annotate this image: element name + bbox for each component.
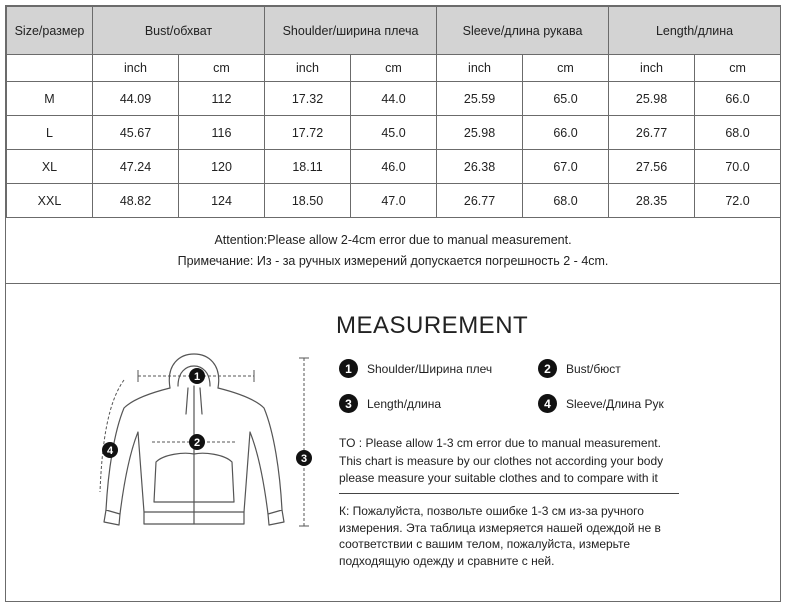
value-cell: 44.09 <box>93 82 179 116</box>
value-cell: 45.0 <box>351 116 437 150</box>
header-shoulder: Shoulder/ширина плеча <box>265 7 437 55</box>
table-row <box>7 150 781 184</box>
value-cell: 65.0 <box>523 82 609 116</box>
unit-cell: inch <box>265 55 351 82</box>
units-row <box>7 55 781 82</box>
size-cell: XL <box>7 150 93 184</box>
value-cell: 66.0 <box>695 82 781 116</box>
header-size: Size/размер <box>7 7 93 55</box>
english-line: please measure your suitable clothes and to compare with it <box>339 471 658 485</box>
russian-line: К: Пожалуйста, позвольте ошибке 1-3 см из-за ручного <box>339 504 644 518</box>
value-cell: 67.0 <box>523 150 609 184</box>
note-russian: Примечание: Из - за ручных измерений допускается погрешность 2 - 4cm. <box>177 254 609 268</box>
header-length: Length/длина <box>609 7 781 55</box>
number-2-icon: 2 <box>538 359 557 378</box>
legend-bust <box>538 359 621 378</box>
english-line: This chart is measure by our clothes not according your body <box>339 453 664 468</box>
unit-cell: cm <box>179 55 265 82</box>
size-chart-frame <box>5 5 781 602</box>
value-cell: 17.32 <box>265 82 351 116</box>
notes-section <box>6 216 780 284</box>
unit-cell: cm <box>695 55 781 82</box>
size-table <box>6 6 781 218</box>
unit-cell: inch <box>93 55 179 82</box>
english-line: TO : Please allow 1-3 cm error due to manual measurement. <box>339 436 661 450</box>
russian-line: подходящую одежду и сравните с ней. <box>339 553 555 568</box>
value-cell: 26.77 <box>609 116 695 150</box>
marker-2 <box>189 434 205 450</box>
value-cell: 70.0 <box>695 150 781 184</box>
number-4-icon: 4 <box>538 394 557 413</box>
table-header-row <box>7 7 781 55</box>
english-note-block <box>339 435 673 488</box>
value-cell: 68.0 <box>695 116 781 150</box>
marker-1 <box>189 368 205 384</box>
measurement-title: MEASUREMENT <box>336 312 529 339</box>
svg-text:4: 4 <box>106 445 114 457</box>
header-bust: Bust/обхват <box>93 7 265 55</box>
russian-line: соответствии с вашим телом, пожалуйста, измерьте <box>339 537 631 551</box>
value-cell: 26.38 <box>437 150 523 184</box>
value-cell: 47.0 <box>351 184 437 218</box>
hoodie-diagram <box>94 342 322 552</box>
value-cell: 47.24 <box>93 150 179 184</box>
value-cell: 18.50 <box>265 184 351 218</box>
value-cell: 68.0 <box>523 184 609 218</box>
table-row <box>7 184 781 218</box>
value-cell: 124 <box>179 184 265 218</box>
measurement-section <box>6 284 780 601</box>
value-cell: 25.59 <box>437 82 523 116</box>
legend-label: Sleeve/Длина Рук <box>566 396 664 411</box>
value-cell: 72.0 <box>695 184 781 218</box>
units-empty-cell <box>7 55 93 82</box>
legend-length <box>339 394 441 413</box>
value-cell: 18.11 <box>265 150 351 184</box>
value-cell: 116 <box>179 116 265 150</box>
value-cell: 26.77 <box>437 184 523 218</box>
section-divider <box>339 493 679 494</box>
russian-line: измерения. Эта таблица измеряется нашей одеждой не в <box>339 520 661 535</box>
legend-sleeve <box>538 394 672 413</box>
unit-cell: inch <box>437 55 523 82</box>
size-cell: L <box>7 116 93 150</box>
value-cell: 27.56 <box>609 150 695 184</box>
size-cell: XXL <box>7 184 93 218</box>
value-cell: 45.67 <box>93 116 179 150</box>
value-cell: 25.98 <box>437 116 523 150</box>
svg-text:3: 3 <box>300 453 308 465</box>
legend-shoulder <box>339 359 495 378</box>
unit-cell: inch <box>609 55 695 82</box>
unit-cell: cm <box>351 55 437 82</box>
number-1-icon: 1 <box>339 359 358 378</box>
legend-label: Shoulder/Ширина плеч <box>367 361 493 376</box>
legend-label: Length/длина <box>367 396 442 411</box>
value-cell: 120 <box>179 150 265 184</box>
russian-note-block <box>339 503 673 569</box>
table-row <box>7 116 781 150</box>
note-english: Attention:Please allow 2-4cm error due to manual measurement. <box>214 233 572 247</box>
number-3-icon: 3 <box>339 394 358 413</box>
value-cell: 46.0 <box>351 150 437 184</box>
marker-4 <box>102 442 118 458</box>
svg-text:2: 2 <box>193 437 201 449</box>
table-row <box>7 82 781 116</box>
value-cell: 25.98 <box>609 82 695 116</box>
header-sleeve: Sleeve/длина рукава <box>437 7 609 55</box>
unit-cell: cm <box>523 55 609 82</box>
value-cell: 28.35 <box>609 184 695 218</box>
value-cell: 66.0 <box>523 116 609 150</box>
value-cell: 17.72 <box>265 116 351 150</box>
marker-3 <box>296 450 312 466</box>
value-cell: 44.0 <box>351 82 437 116</box>
legend-label: Bust/бюст <box>566 361 621 376</box>
svg-text:1: 1 <box>193 371 201 383</box>
size-cell: M <box>7 82 93 116</box>
value-cell: 48.82 <box>93 184 179 218</box>
value-cell: 112 <box>179 82 265 116</box>
